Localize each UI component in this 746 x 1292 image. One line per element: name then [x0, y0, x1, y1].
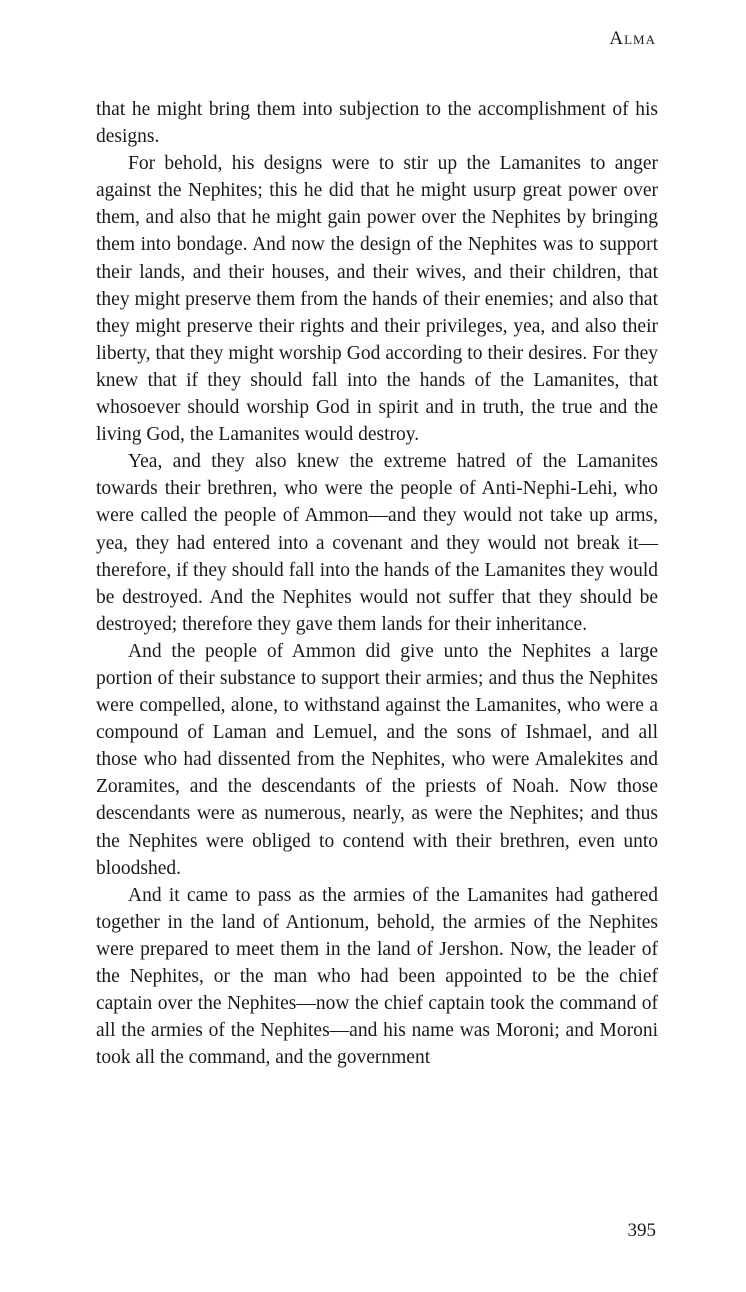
paragraph: Yea, and they also knew the extreme hatred of the Lamanites towards their brethren, who were the people of Anti-Nephi-Lehi, who were called the people of Ammon—and they would not take up arms, yea, they had entered into a covenant and they would not break it—therefore, if they should fall into the hands of the Lamanites they would be destroyed. And the Nephites would not suffer that they should be destroyed; therefore they gave them lands for their inheritance. — [96, 451, 658, 635]
paragraph-continuation: that he might bring them into subjection to the accomplishment of his designs. — [96, 99, 658, 148]
paragraph: And it came to pass as the armies of the Lamanites had gathered together in the land of Antionum, behold, the armies of the Nephites were prepared to meet them in the land of Jershon. Now, the leader of the Nephites, or the man who had been appointed to be the chief captain over the Nephites—now the chief captain took the command of all the armies of the Nephites—and his name was Moroni; and Moroni took all the command, and the government — [96, 884, 658, 1069]
paragraph: For behold, his designs were to stir up the Lamanites to anger against the Nephites; this he did that he might usurp great power over them, and also that he might gain power over the Nephites by bringing them into bondage. And now the design of the Nephites was to support their lands, and their houses, and their wives, and their children, that they might preserve them from the hands of their enemies; and also that they might preserve their rights and their privileges, yea, and also their liberty, that they might worship God according to their desires. For they knew that if they should fall into the hands of the Lamanites, that whosoever should worship God in spirit and in truth, the true and the living God, the Lamanites would destroy. — [96, 153, 658, 446]
paragraph: And the people of Ammon did give unto the Nephites a large portion of their substance to support their armies; and thus the Nephites were compelled, alone, to withstand against the Lamanites, who were a compound of Laman and Lemuel, and the sons of Ishmael, and all those who had dissented from the Nephites, who were Amalekites and Zoramites, and the descendants of the priests of Noah. Now those descendants were as numerous, nearly, as were the Nephites; and thus the Nephites were obliged to contend with their brethren, even unto bloodshed. — [96, 640, 658, 879]
page-body — [96, 96, 658, 1071]
page-number: 395 — [627, 1220, 656, 1241]
running-title: Alma — [609, 28, 656, 49]
